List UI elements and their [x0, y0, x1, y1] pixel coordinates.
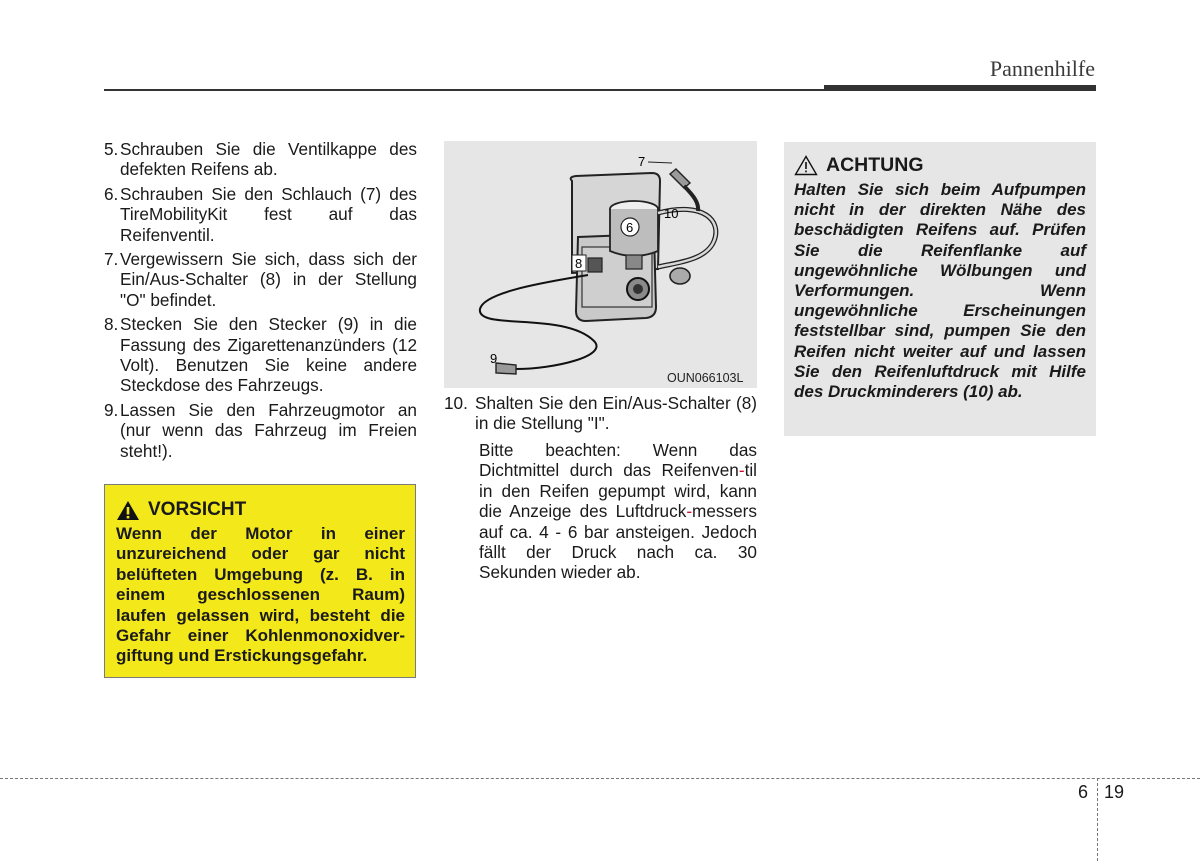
tire-mobility-kit-illustration [444, 141, 757, 388]
step-8 [104, 314, 417, 396]
step-text: Schrauben Sie den Schlauch (7) des TireMobilityKit fest auf das Reifenventil. [120, 183, 417, 245]
caution-header [794, 154, 1086, 177]
step-10 [444, 393, 757, 434]
warning-title: VORSICHT [148, 499, 247, 520]
step-6 [104, 184, 417, 245]
section-title: Pannenhilfe [989, 56, 1095, 81]
step-10-note [479, 440, 757, 583]
step-number: 9. [104, 399, 119, 420]
page-number: 19 [1104, 782, 1125, 802]
step-5 [104, 139, 417, 180]
callout-7: 7 [638, 154, 646, 169]
note-text-3: messers auf ca. 4 - 6 bar ansteigen. Jedoch fällt der Druck nach ca. 30 Sekunden wieder ab. [479, 501, 757, 583]
figure-caption: OUN066103L [667, 371, 744, 385]
callout-9: 9 [490, 351, 498, 366]
callout-6: 6 [626, 220, 634, 235]
step-number: 6. [104, 183, 119, 204]
callout-8: 8 [575, 256, 583, 271]
caution-text: Halten Sie sich beim Aufpumpen nicht in der direkten Nähe des beschädigten Reifens auf. Prüfen Sie die Reifenflanke auf ungewöhnliche Wölbungen und Verformungen. Wenn ungewöhnliche Erscheinungen feststellbar sind, pumpen Sie den Reifen nicht weiter auf und lassen Sie den Reifenluftdruck mit Hilfe des Druckminderers (10) ab. [794, 180, 1086, 402]
caution-title: ACHTUNG [826, 154, 924, 176]
note-text-2: til in den Reifen gepumpt wird, kann die Anzeige des Luftdruck [479, 460, 757, 522]
note-text-1: Bitte beachten: Wenn das Dichtmittel durch das Reifenven [479, 440, 757, 481]
header-rule [104, 89, 824, 91]
step-number: 8. [104, 314, 119, 335]
steps-list-left [104, 139, 417, 465]
step-text: Shalten Sie den Ein/Aus-Schalter (8) in die Stellung "I". [475, 393, 757, 434]
footer-dashed-rule [0, 778, 1200, 779]
step-text: Stecken Sie den Stecker (9) in die Fassung des Zigarettenanzünders (12 Volt). Benutzen Sie keine andere Steckdose des Fahrzeugs. [120, 314, 417, 396]
achtung-caution-box [784, 142, 1096, 436]
hyphen-mark: - [686, 501, 693, 522]
step-9 [104, 400, 417, 461]
step-text: Lassen Sie den Fahrzeugmotor an (nur wenn das Fahrzeug im Freien steht!). [120, 399, 417, 461]
tire-mobility-kit-figure [444, 141, 757, 388]
step-text: Vergewissern Sie sich, dass sich der Ein/Aus-Schalter (8) in der Stellung "O" befindet. [120, 249, 417, 310]
chapter-number: 6 [1078, 782, 1089, 802]
warning-header [116, 499, 405, 521]
step-number: 10. [444, 393, 468, 413]
step-text: Schrauben Sie die Ventilkappe des defekten Reifens ab. [120, 139, 417, 180]
step-number: 5. [104, 139, 119, 159]
hyphen-mark: - [738, 460, 745, 481]
step-7 [104, 249, 417, 310]
warning-triangle-icon [116, 500, 140, 521]
caution-triangle-icon [794, 155, 818, 176]
warning-text: Wenn der Motor in einer unzureichend oder gar nicht belüfteten Umgebung (z. B. in einem geschlossenen Raum) laufen gelassen wird, besteht die Gefahr einer Kohlenmonoxidver-giftung und Erstickungsgefahr. [116, 524, 405, 666]
footer-divider [1097, 778, 1098, 861]
vorsicht-warning-box [104, 484, 416, 678]
step-number: 7. [104, 249, 119, 270]
header-rule-accent [824, 85, 1096, 91]
callout-10: 10 [664, 206, 679, 221]
